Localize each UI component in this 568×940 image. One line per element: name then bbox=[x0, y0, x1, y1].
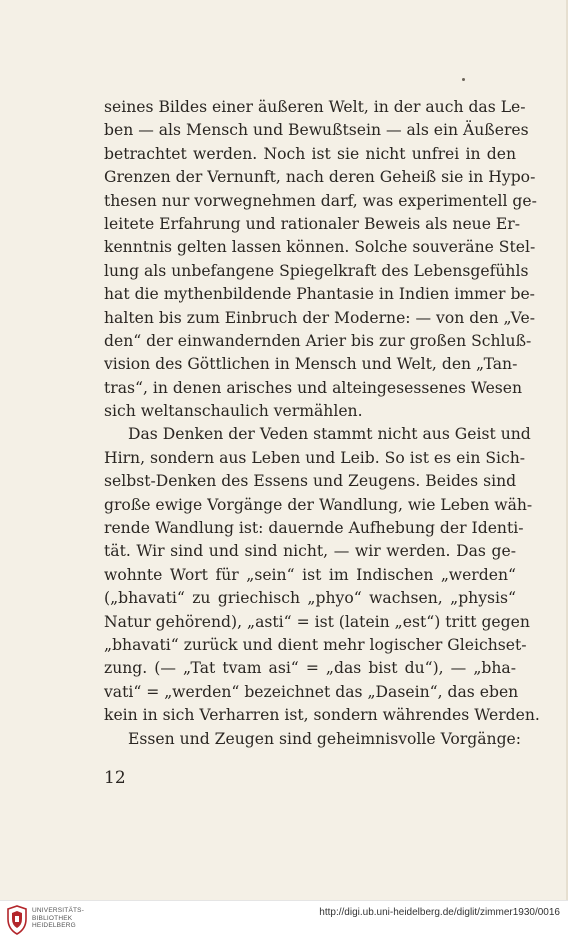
body-text bbox=[104, 96, 540, 751]
text-line: hat die mythenbildende Phantasie in Indien immer be- bbox=[104, 285, 535, 304]
text-line: leitete Erfahrung und rationaler Beweis als neue Er- bbox=[104, 214, 521, 233]
library-name-line: BIBLIOTHEK bbox=[32, 914, 73, 922]
text-line: Das Denken der Veden stammt nicht aus Geist und bbox=[128, 425, 531, 444]
university-library-logo-icon bbox=[6, 905, 28, 935]
library-name-line: UNIVERSITÄTS- bbox=[32, 907, 85, 914]
text-line: halten bis zum Einbruch der Moderne: — von den „Ve- bbox=[104, 308, 536, 327]
page-speck bbox=[462, 78, 465, 81]
text-line: den“ der einwandernden Arier bis zur großen Schluß- bbox=[104, 331, 532, 350]
text-line: tras“, in denen arisches und alteingesessenes Wesen bbox=[104, 378, 523, 397]
viewer-footer bbox=[0, 900, 568, 940]
source-url-link[interactable]: http://digi.ub.uni-heidelberg.de/diglit/zimmer1930/0016 bbox=[319, 907, 560, 918]
text-line: („bhavati“ zu griechisch „phyo“ wachsen, „physis“ bbox=[104, 589, 516, 608]
text-line: kenntnis gelten lassen können. Solche souveräne Stel- bbox=[104, 238, 536, 257]
text-line: vision des Göttlichen in Mensch und Welt, den „Tan- bbox=[104, 355, 518, 374]
text-line: thesen nur vorwegnehmen darf, was experimentell ge- bbox=[104, 191, 537, 210]
text-line: Natur gehörend), „asti“ = ist (latein „est“) tritt gegen bbox=[104, 612, 530, 631]
text-line: kein in sich Verharren ist, sondern währendes Werden. bbox=[104, 706, 540, 725]
text-line: Hirn, sondern aus Leben und Leib. So ist es ein Sich- bbox=[104, 448, 526, 467]
library-name-line: HEIDELBERG bbox=[32, 922, 76, 930]
text-line: rende Wandlung ist: dauernde Aufhebung der Identi- bbox=[104, 519, 524, 538]
text-line: ben — als Mensch und Bewußtsein — als ein Äußeres bbox=[104, 121, 529, 140]
text-line: zung. (— „Tat tvam asi“ = „das bist du“), — „bha- bbox=[104, 659, 516, 678]
text-line: „bhavati“ zurück und dient mehr logischer Gleichset- bbox=[104, 635, 527, 654]
text-line: betrachtet werden. Noch ist sie nicht unfrei in den bbox=[104, 144, 516, 163]
text-line: Grenzen der Vernunft, nach deren Geheiß sie in Hypo- bbox=[104, 168, 536, 187]
library-name bbox=[32, 907, 84, 930]
text-line: vati“ = „werden“ bezeichnet das „Dasein“, das eben bbox=[104, 682, 519, 701]
text-line: große ewige Vorgänge der Wandlung, wie Leben wäh- bbox=[104, 495, 533, 514]
text-line: wohnte Wort für „sein“ ist im Indischen „werden“ bbox=[104, 565, 516, 584]
text-line: lung als unbefangene Spiegelkraft des Lebensgefühls bbox=[104, 261, 529, 280]
text-line: selbst-Denken des Essens und Zeugens. Beides sind bbox=[104, 472, 517, 491]
text-line: sich weltanschaulich vermählen. bbox=[104, 402, 363, 421]
text-line: tät. Wir sind und sind nicht, — wir werden. Das ge- bbox=[104, 542, 516, 561]
text-line: Essen und Zeugen sind geheimnisvolle Vorgänge: bbox=[128, 729, 522, 748]
text-line: seines Bildes einer äußeren Welt, in der auch das Le- bbox=[104, 98, 526, 116]
page-number: 12 bbox=[104, 768, 126, 788]
